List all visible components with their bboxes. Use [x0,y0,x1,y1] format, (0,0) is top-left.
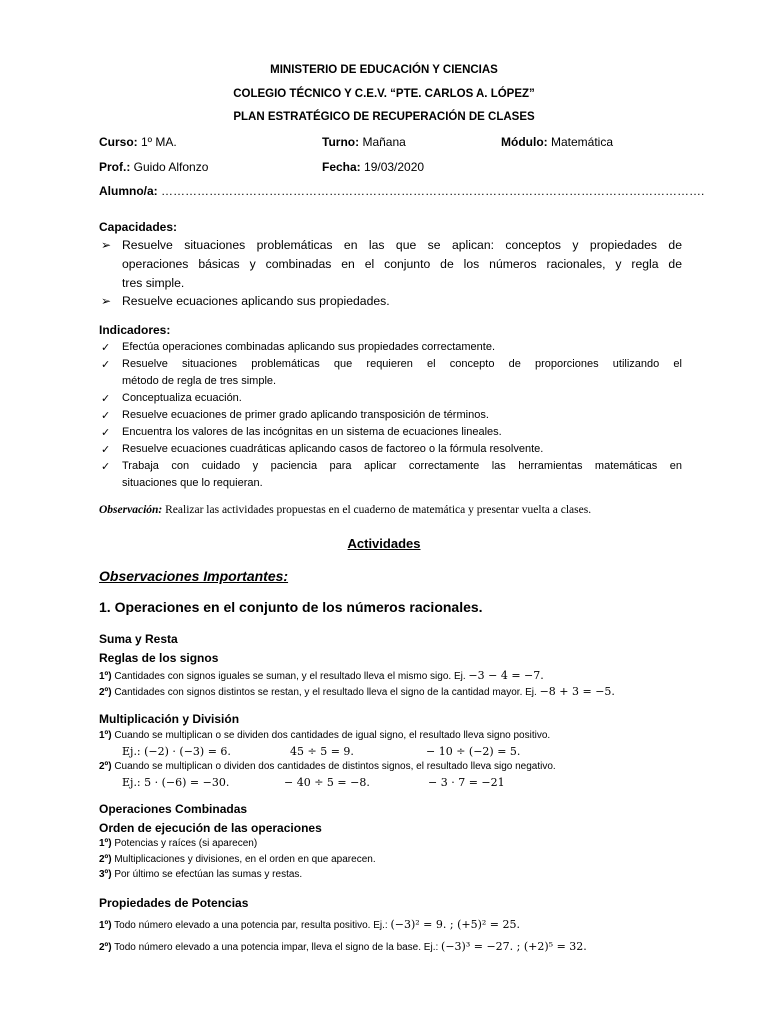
check-icon: ✓ [101,393,111,405]
orden-step-3 [99,869,302,880]
mult-example-2b: − 40 ÷ 5 = −8. [284,776,370,789]
fecha-label: Fecha: [322,160,361,174]
indicador-2-line-2: método de regla de tres simple. [122,375,277,387]
potencia-rule-2 [99,940,587,953]
capacidades-title: Capacidades: [99,220,178,234]
rule-number: 1º) [99,671,112,682]
curso-value: 1º MA. [137,135,177,149]
ministry-title: MINISTERIO DE EDUCACIÓN Y CIENCIAS [270,64,498,76]
mult-rule-1 [99,730,550,741]
arrow-bullet-icon: ➢ [101,238,112,252]
indicador-2-line-1: Resuelve situaciones problemáticas que requieren el concepto de proporciones utilizando el [122,358,682,370]
suma-rule-2 [99,685,615,698]
mult-example-2a: Ej.: 5 · (−6) = −30. [122,776,230,789]
fecha-field [322,160,424,174]
observacion-label: Observación: [99,504,163,516]
rule-number: 2º) [99,761,112,772]
capacidad-1-line-1: Resuelve situaciones problemáticas en las que se aplican: conceptos y propiedades de [122,238,682,252]
prof-label: Prof.: [99,160,131,174]
indicador-3: Conceptualiza ecuación. [122,392,242,404]
curso-label: Curso: [99,135,138,149]
mult-rule-2 [99,761,556,772]
indicador-6: Resuelve ecuaciones cuadráticas aplicando casos de factoreo o la fórmula resolvente. [122,443,544,455]
capacidad-1-line-2: operaciones básicas y combinadas en el conjunto de los números racionales, y regla de [122,257,682,271]
fecha-value: 19/03/2020 [360,160,425,174]
capacidad-1-line-3: tres simple. [122,276,185,290]
prof-field [99,160,208,174]
rule-text: Cuando se multiplican o dividen dos cantidades de distintos signos, el resultado lleva sigo negativo. [114,761,556,772]
rule-example: (−3)² = 9. ; (+5)² = 25. [390,918,520,931]
observaciones-importantes-heading: Observaciones Importantes: [99,568,289,584]
check-icon: ✓ [101,342,111,354]
alumno-value: ………………………………………………………………………………………………………………………. [157,184,705,198]
capacidad-2: Resuelve ecuaciones aplicando sus propiedades. [122,294,390,308]
check-icon: ✓ [101,359,111,371]
check-icon: ✓ [101,427,111,439]
plan-title: PLAN ESTRATÉGICO DE RECUPERACIÓN DE CLASES [233,111,535,123]
mult-example-1b: 45 ÷ 5 = 9. [290,745,354,758]
arrow-bullet-icon: ➢ [101,294,112,308]
turno-value: Mañana [359,135,406,149]
step-number: 1º) [99,838,112,849]
turno-field [322,135,406,149]
rule-text: Todo número elevado a una potencia par, resulta positivo. Ej.: [114,920,388,931]
indicador-5: Encuentra los valores de las incógnitas en un sistema de ecuaciones lineales. [122,426,502,438]
turno-label: Turno: [322,135,360,149]
potencia-rule-1 [99,918,520,931]
indicador-1: Efectúa operaciones combinadas aplicando sus propiedades correctamente. [122,341,496,353]
step-number: 3º) [99,869,112,880]
mult-example-1a: Ej.: (−2) · (−3) = 6. [122,745,231,758]
prof-value: Guido Alfonzo [130,160,209,174]
observacion-note [99,504,591,516]
rule-number: 2º) [99,687,112,698]
alumno-label: Alumno/a: [99,184,158,198]
mult-example-2c: − 3 · 7 = −21 [428,776,505,789]
reglas-signos-heading: Reglas de los signos [99,651,219,665]
alumno-field [99,184,704,198]
step-text: Potencias y raíces (si aparecen) [114,838,258,849]
op-combinadas-heading: Operaciones Combinadas [99,802,248,816]
modulo-field [501,135,613,149]
rule-example: (−3)³ = −27. ; (+2)⁵ = 32. [441,940,587,953]
rule-text: Todo número elevado a una potencia impar, lleva el signo de la base. Ej.: [114,942,439,953]
check-icon: ✓ [101,461,111,473]
step-text: Por último se efectúan las sumas y restas. [114,869,303,880]
mult-div-heading: Multiplicación y División [99,712,240,726]
rule-example: −8 + 3 = −5. [539,685,615,698]
observacion-text: Realizar las actividades propuestas en el cuaderno de matemática y presentar vuelta a clases. [162,504,592,516]
rule-text: Cuando se multiplican o se dividen dos cantidades de igual signo, el resultado lleva signo positivo. [114,730,551,741]
rule-number: 2º) [99,942,112,953]
mult-example-1c: − 10 ÷ (−2) = 5. [426,745,521,758]
rule-text: Cantidades con signos iguales se suman, y el resultado lleva el mismo sigo. Ej. [114,671,466,682]
indicador-7-line-1: Trabaja con cuidado y paciencia para aplicar correctamente las herramientas matemáticas en [122,460,682,472]
indicador-4: Resuelve ecuaciones de primer grado aplicando transposición de términos. [122,409,489,421]
curso-field [99,135,177,149]
rule-number: 1º) [99,730,112,741]
orden-step-2 [99,854,376,865]
suma-resta-heading: Suma y Resta [99,632,178,646]
rule-number: 1º) [99,920,112,931]
suma-rule-1 [99,669,544,682]
rule-text: Cantidades con signos distintos se restan, y el resultado lleva el signo de la cantidad mayor. Ej. [114,687,537,698]
actividades-title: Actividades [347,536,421,551]
step-number: 2º) [99,854,112,865]
modulo-value: Matemática [547,135,614,149]
step-text: Multiplicaciones y divisiones, en el orden en que aparecen. [114,854,376,865]
indicadores-title: Indicadores: [99,323,171,337]
propiedades-potencias-heading: Propiedades de Potencias [99,896,249,910]
orden-step-1 [99,838,257,849]
orden-ejecucion-heading: Orden de ejecución de las operaciones [99,821,322,835]
check-icon: ✓ [101,444,111,456]
school-title: COLEGIO TÉCNICO Y C.E.V. “PTE. CARLOS A. LÓPEZ” [233,88,535,100]
check-icon: ✓ [101,410,111,422]
modulo-label: Módulo: [501,135,548,149]
section-1-heading: 1. Operaciones en el conjunto de los números racionales. [99,599,483,615]
rule-example: −3 − 4 = −7. [468,669,544,682]
indicador-7-line-2: situaciones que lo requieran. [122,477,263,489]
